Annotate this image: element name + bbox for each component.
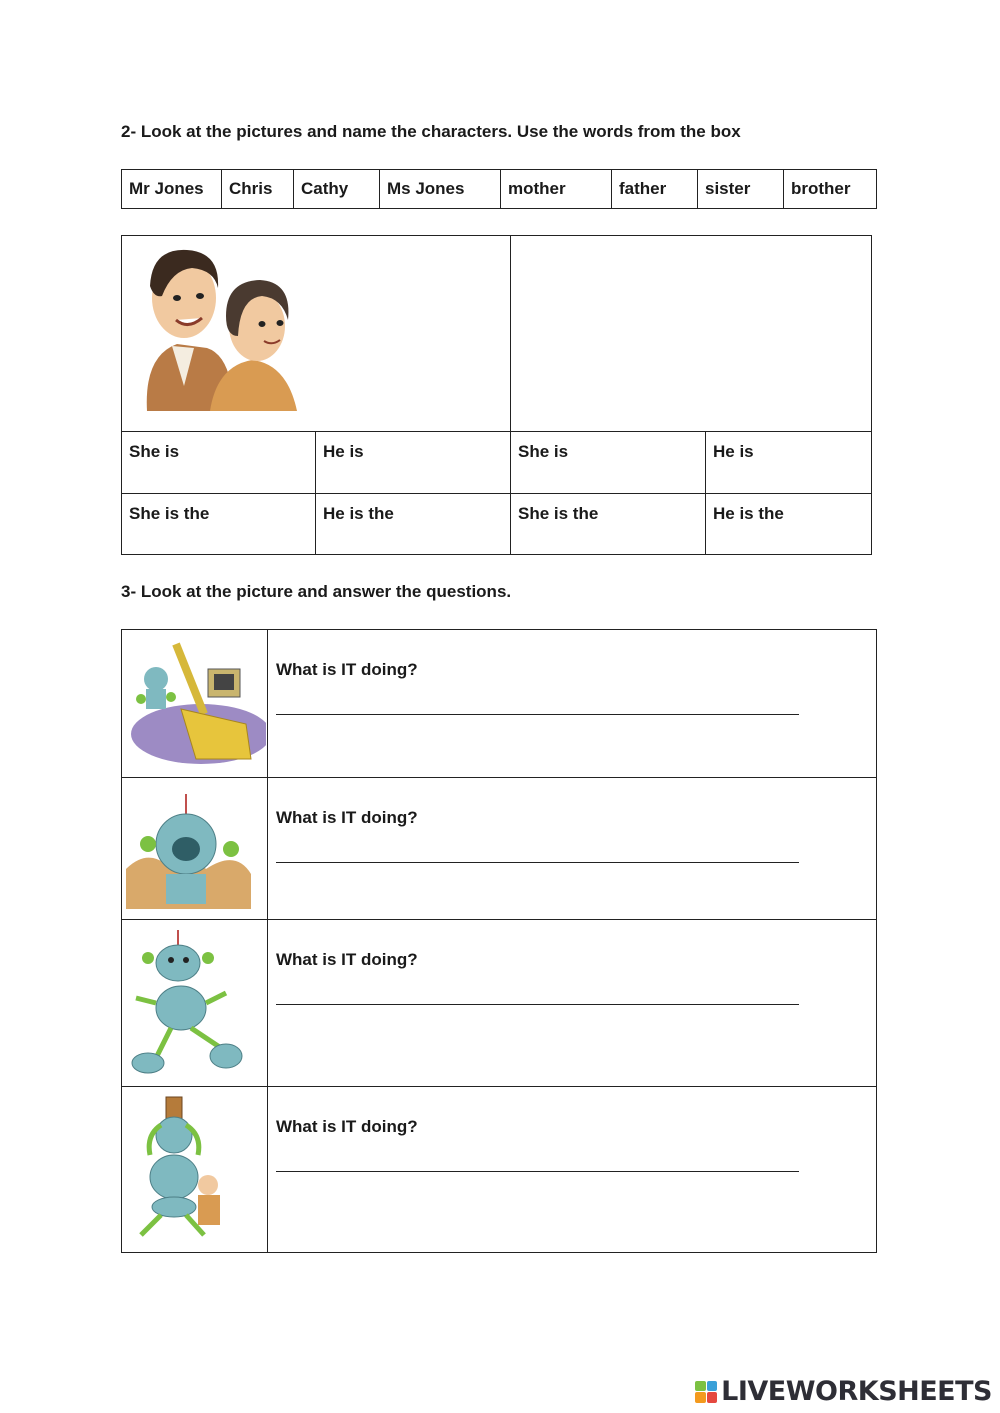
section-3-heading: 3- Look at the picture and answer the questions.	[121, 582, 512, 601]
question-text: What is IT doing?	[276, 808, 418, 827]
answer-cell[interactable]: He is the	[316, 494, 511, 555]
question-cell	[268, 778, 877, 920]
answer-line[interactable]	[276, 700, 799, 715]
section-2-heading: 2- Look at the pictures and name the characters. Use the words from the box	[121, 122, 741, 141]
characters-table	[121, 235, 872, 555]
liveworksheets-logo	[695, 1376, 992, 1407]
picture-cell	[122, 778, 268, 920]
word-box	[121, 169, 877, 209]
picture-cell	[122, 236, 511, 432]
answer-cell[interactable]: She is the	[122, 494, 316, 555]
question-text: What is IT doing?	[276, 950, 418, 969]
picture-cell	[122, 920, 268, 1087]
robot-drinking-illustration	[126, 1095, 266, 1245]
logo-mark-icon	[695, 1381, 717, 1403]
empty-picture-cell	[511, 236, 872, 432]
word-cell: Mr Jones	[122, 170, 222, 209]
answer-cell[interactable]: She is	[122, 432, 316, 494]
word-cell: mother	[501, 170, 612, 209]
answer-line[interactable]	[276, 1157, 799, 1172]
logo-text: LIVEWORKSHEETS	[721, 1376, 992, 1407]
question-text: What is IT doing?	[276, 1117, 418, 1136]
word-cell: sister	[698, 170, 784, 209]
picture-cell	[122, 630, 268, 778]
answer-cell[interactable]: He is	[706, 432, 872, 494]
answer-cell[interactable]: She is the	[511, 494, 706, 555]
word-cell: Chris	[222, 170, 294, 209]
question-cell	[268, 1087, 877, 1253]
questions-table	[121, 629, 877, 1253]
word-cell: Ms Jones	[380, 170, 501, 209]
question-cell	[268, 630, 877, 778]
answer-cell[interactable]: He is the	[706, 494, 872, 555]
robot-vacuuming-illustration	[126, 639, 266, 769]
picture-cell	[122, 1087, 268, 1253]
answer-line[interactable]	[276, 990, 799, 1005]
robot-walking-illustration	[126, 928, 266, 1078]
robot-eating-illustration	[126, 789, 266, 909]
question-cell	[268, 920, 877, 1087]
question-text: What is IT doing?	[276, 660, 418, 679]
answer-cell[interactable]: He is	[316, 432, 511, 494]
mr-and-ms-jones-illustration	[122, 236, 322, 411]
word-cell: Cathy	[294, 170, 380, 209]
answer-line[interactable]	[276, 848, 799, 863]
answer-cell[interactable]: She is	[511, 432, 706, 494]
word-cell: brother	[784, 170, 877, 209]
word-cell: father	[612, 170, 698, 209]
